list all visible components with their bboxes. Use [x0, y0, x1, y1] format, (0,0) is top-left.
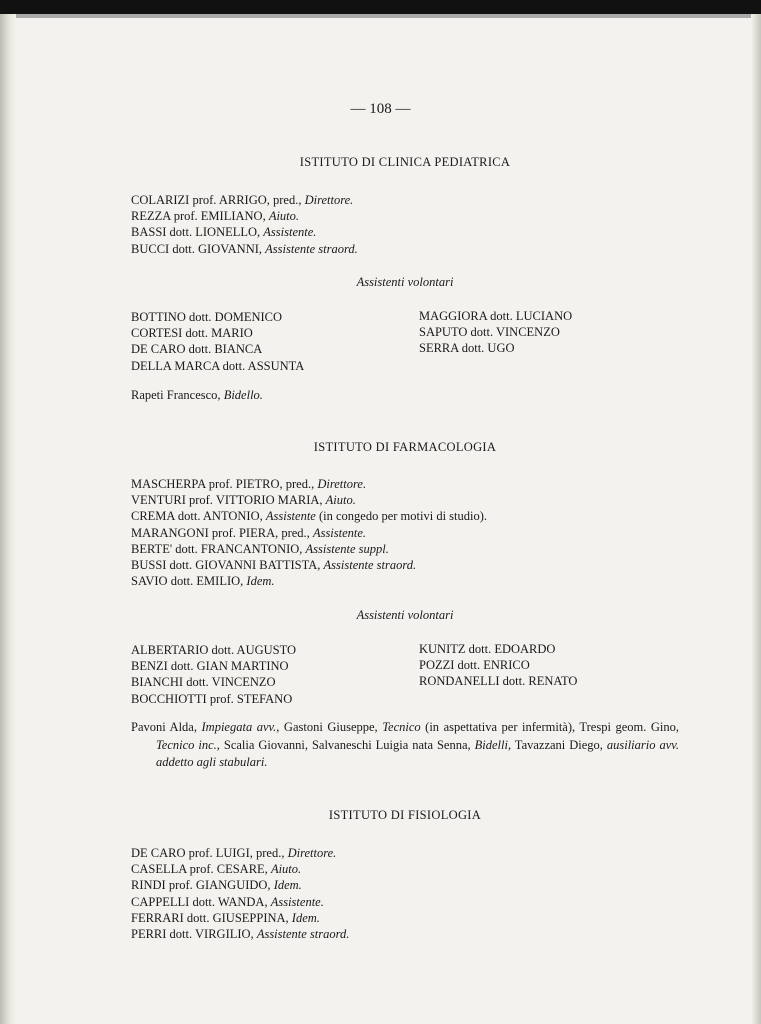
staff-entry: [131, 845, 349, 861]
staff-role: Impiegata avv.,: [201, 720, 280, 734]
staff-role: ausiliario avv. addetto agli stabulari.: [156, 737, 679, 769]
staff-role: Aiuto.: [268, 209, 300, 224]
staff-entry: [131, 192, 358, 208]
staff-list-farmacologia: [131, 476, 487, 589]
staff-name: REZZA prof. EMILIANO,: [131, 209, 269, 224]
staff-name: Gastoni Giuseppe,: [279, 720, 383, 734]
staff-role: Bidelli,: [474, 737, 512, 752]
staff-list-pediatria: [131, 192, 358, 257]
staff-name: Tavazzani Diego,: [511, 737, 607, 752]
staff-entry: [131, 492, 487, 508]
staff-entry: [131, 910, 349, 926]
staff-entry: [131, 861, 349, 877]
staff-entry: [131, 894, 349, 910]
volunteers-left-pediatria: [131, 309, 304, 374]
staff-role: Assistente straord.: [256, 927, 350, 942]
staff-name: Pavoni Alda,: [131, 720, 202, 734]
staff-role: Assistente.: [312, 525, 367, 540]
staff-role: Idem.: [291, 910, 320, 925]
volunteer-entry: BIANCHI dott. VINCENZO: [131, 675, 276, 690]
staff-name: BUSSI dott. GIOVANNI BATTISTA,: [131, 558, 324, 573]
staff-entry: [131, 508, 487, 524]
volunteer-entry: KUNITZ dott. EDOARDO: [419, 642, 556, 656]
staff-role: Assistente straord.: [323, 558, 417, 573]
volunteers-left-farmacologia: [131, 642, 296, 707]
volunteer-entry: SERRA dott. UGO: [419, 341, 515, 356]
staff-entry: [131, 877, 349, 893]
staff-role: Assistente.: [263, 225, 317, 240]
volunteer-entry: SAPUTO dott. VINCENZO: [419, 325, 560, 340]
volunteers-heading-pediatria: Assistenti volontari: [356, 275, 454, 289]
staff-role: Tecnico inc.,: [156, 737, 220, 752]
staff-name: VENTURI prof. VITTORIO MARIA,: [131, 493, 326, 508]
section-heading-pediatria: ISTITUTO DI CLINICA PEDIATRICA: [299, 155, 511, 169]
staff-role: Aiuto.: [270, 862, 302, 877]
staff-name: CASELLA prof. CESARE,: [131, 862, 271, 877]
staff-entry: [131, 557, 487, 573]
staff-name: FERRARI dott. GIUSEPPINA,: [131, 910, 292, 925]
staff-name: BUCCI dott. GIOVANNI,: [131, 241, 266, 256]
staff-entry: [131, 476, 487, 492]
staff-note: (in congedo per motivi di studio).: [315, 509, 488, 524]
section-heading-farmacologia: ISTITUTO DI FARMACOLOGIA: [313, 440, 497, 454]
volunteers-right-farmacologia: [419, 641, 577, 690]
staff-entry: [131, 573, 487, 589]
staff-list-fisiologia: [131, 845, 349, 942]
staff-entry: [131, 224, 358, 240]
staff-name: Scalia Giovanni, Salvaneschi Luigia nata Senna,: [219, 737, 475, 752]
staff-role: Idem.: [246, 574, 275, 589]
staff-role: Direttore.: [317, 477, 367, 491]
staff-role: Assistente.: [270, 894, 324, 909]
staff-role: Assistente suppl.: [305, 541, 389, 556]
volunteer-entry: BOTTINO dott. DOMENICO: [131, 310, 283, 324]
staff-name: MASCHERPA prof. PIETRO, pred.,: [131, 477, 318, 491]
staff-role: Bidello.: [223, 388, 263, 402]
volunteer-entry: BENZI dott. GIAN MARTINO: [131, 659, 289, 674]
volunteer-entry: DELLA MARCA dott. ASSUNTA: [131, 358, 305, 373]
staff-name: RINDI prof. GIANGUIDO,: [131, 878, 274, 893]
staff-name: CAPPELLI dott. WANDA,: [131, 894, 271, 909]
staff-entry: [131, 541, 487, 557]
staff-role: Aiuto.: [325, 493, 356, 508]
staff-name: PERRI dott. VIRGILIO,: [131, 927, 257, 942]
scan-top-edge: [0, 0, 761, 14]
staff-name: SAVIO dott. EMILIO,: [131, 574, 247, 589]
other-staff-pediatria: [131, 387, 263, 403]
staff-name: MARANGONI prof. PIERA, pred.,: [131, 525, 313, 540]
section-heading-fisiologia: ISTITUTO DI FISIOLOGIA: [328, 808, 482, 822]
staff-entry: [131, 926, 349, 942]
staff-role: Assistente: [265, 509, 316, 524]
volunteers-heading-farmacologia: Assistenti volontari: [356, 608, 454, 622]
other-staff-farmacologia: [131, 719, 679, 772]
volunteer-entry: CORTESI dott. MARIO: [131, 326, 253, 341]
volunteers-right-pediatria: [419, 308, 572, 357]
page-number: — 108 —: [350, 101, 411, 117]
other-staff-paragraph: [131, 719, 679, 772]
staff-name: CREMA dott. ANTONIO,: [131, 509, 266, 524]
volunteer-entry: ALBERTARIO dott. AUGUSTO: [131, 643, 297, 657]
staff-entry: [131, 208, 358, 224]
volunteer-entry: MAGGIORA dott. LUCIANO: [419, 309, 573, 323]
volunteer-entry: POZZI dott. ENRICO: [419, 658, 530, 673]
staff-name: COLARIZI prof. ARRIGO, pred.,: [131, 193, 305, 207]
staff-name: Rapeti Francesco,: [131, 388, 224, 402]
staff-name: BASSI dott. LIONELLO,: [131, 225, 264, 240]
staff-role: Assistente straord.: [265, 241, 358, 256]
staff-name: (in aspettativa per infermità), Trespi geom. Gino,: [420, 720, 680, 734]
staff-name: DE CARO prof. LUIGI, pred.,: [131, 846, 288, 860]
staff-name: BERTE' dott. FRANCANTONIO,: [131, 541, 306, 556]
volunteer-entry: BOCCHIOTTI prof. STEFANO: [131, 691, 293, 706]
volunteer-entry: DE CARO dott. BIANCA: [131, 342, 263, 357]
volunteer-entry: RONDANELLI dott. RENATO: [419, 674, 578, 689]
staff-role: Direttore.: [304, 193, 354, 207]
staff-entry: [131, 241, 358, 257]
staff-role: Tecnico: [382, 720, 421, 734]
staff-entry: [131, 525, 487, 541]
staff-role: Direttore.: [287, 846, 337, 860]
staff-role: Idem.: [273, 878, 302, 893]
